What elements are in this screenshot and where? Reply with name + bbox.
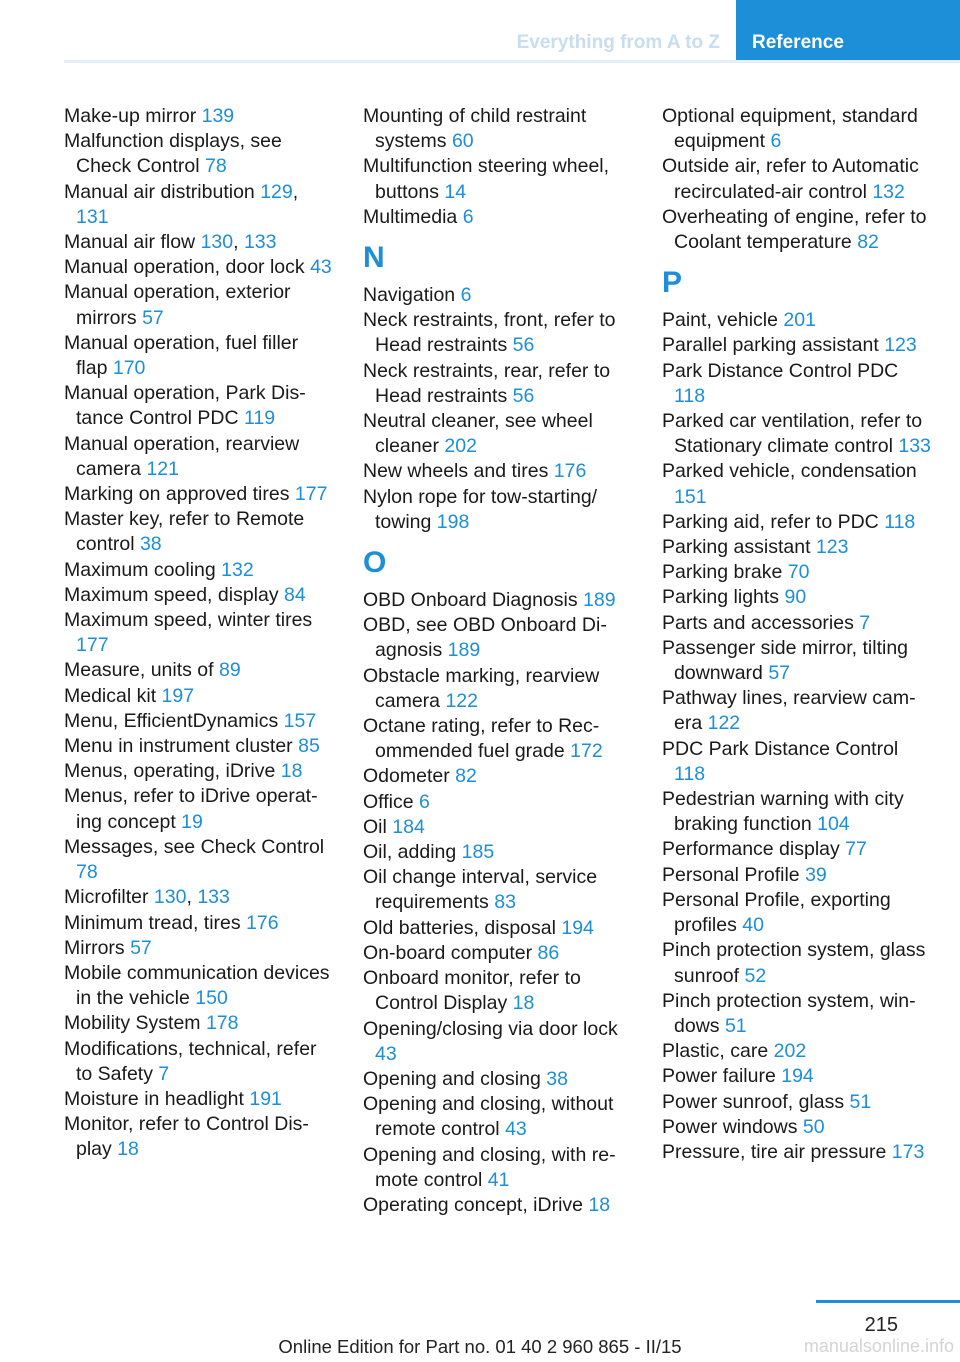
index-entry-term: Menu, EfficientDynamics — [64, 709, 284, 732]
index-entry — [64, 784, 334, 834]
page-link[interactable]: 191 — [249, 1087, 282, 1110]
index-entry-term: Pathway lines, rearview camera — [662, 687, 916, 735]
index-entry-term: Manual operation, Park Distance Control PDC — [64, 382, 306, 430]
index-entry-term: Passenger side mirror, tilting downward — [662, 636, 909, 685]
index-entry — [363, 966, 633, 1016]
index-entry — [662, 888, 932, 938]
reference-tab[interactable]: Reference — [736, 0, 960, 62]
index-entry-term: Odometer — [363, 765, 456, 788]
index-entry — [363, 865, 633, 915]
section-title: Everything from A to Z — [516, 32, 720, 53]
page-link[interactable]: 39 — [805, 863, 827, 886]
index-entry-term: Mobility System — [64, 1012, 206, 1035]
index-entry-term: Parked vehicle, condensation — [662, 460, 917, 483]
page-link[interactable]: 122 — [445, 689, 478, 712]
index-entry — [64, 1011, 334, 1036]
page-header — [0, 0, 960, 62]
index-entry-term: Outside air, refer to Automatic recirculated-air control — [662, 155, 919, 203]
index-entry — [64, 759, 334, 784]
page-link[interactable]: 7 — [158, 1062, 170, 1085]
index-letter-heading: N — [363, 241, 385, 275]
index-entry-term: Maximum cooling — [64, 558, 222, 581]
index-entry — [662, 1090, 932, 1115]
index-entry-term: Pedestrian warning with city braking function — [662, 788, 904, 836]
index-entry — [363, 588, 633, 613]
page-link[interactable]: 18 — [280, 760, 303, 783]
index-entry — [662, 535, 932, 560]
index-entry-term: Modifications, technical, refer to Safety — [64, 1037, 317, 1085]
index-entry-term: Plastic, care — [662, 1040, 774, 1063]
index-entry-term: Mobile communication devices in the vehicle — [64, 961, 330, 1010]
index-entry — [662, 1140, 932, 1165]
page-link[interactable]: 82 — [857, 231, 879, 254]
index-entry — [662, 333, 932, 358]
index-entry — [363, 154, 633, 204]
index-entry — [363, 359, 633, 409]
page-link[interactable]: 90 — [784, 586, 807, 609]
index-entry — [662, 1064, 932, 1089]
page-link[interactable]: 82 — [455, 765, 477, 788]
index-entry — [363, 283, 633, 308]
page-link[interactable]: 19 — [181, 810, 203, 833]
page-link[interactable]: 118 — [674, 384, 706, 407]
index-entry-term: OBD Onboard Diagnosis — [363, 589, 584, 612]
index-column-2 — [363, 104, 633, 1218]
page-link[interactable]: 118 — [674, 762, 706, 785]
index-entry-term: Parts and accessories — [662, 611, 860, 634]
index-entry — [662, 459, 932, 509]
page-link[interactable]: 176 — [553, 460, 587, 483]
index-entry-term: Pinch protection system, windows — [662, 989, 916, 1037]
index-entry: Microfilter 130, 133 — [64, 886, 230, 909]
index-entry-term: Medical kit — [64, 684, 162, 707]
index-entry-term: Power failure — [662, 1065, 782, 1088]
index-entry-term: Manual air distribution — [64, 180, 261, 203]
index-entry — [64, 961, 334, 1011]
index-entry-term: Multifunction steering wheel, buttons — [363, 155, 610, 203]
index-entry — [662, 308, 932, 333]
index-entry-term: Onboard monitor, refer to Control Display — [363, 967, 581, 1015]
page-link[interactable]: 57 — [768, 662, 791, 685]
page-link[interactable]: 202 — [773, 1040, 807, 1063]
page-link[interactable]: 184 — [392, 815, 425, 838]
index-entry-term: Parking lights — [662, 586, 785, 609]
index-entry — [64, 381, 334, 431]
page-link[interactable]: 60 — [451, 130, 474, 153]
page-link[interactable]: 18 — [117, 1138, 139, 1161]
index-entry-term: Menu in instrument cluster — [64, 735, 299, 758]
page-link[interactable]: 178 — [205, 1012, 239, 1035]
header-rule — [64, 60, 960, 63]
page-link[interactable]: 130 — [200, 231, 234, 254]
index-entry — [64, 658, 334, 683]
page-link[interactable]: 51 — [724, 1014, 747, 1037]
index-entry-term: Operating concept, iDrive — [363, 1193, 589, 1216]
index-entry-term: Overheating of engine, refer to Coolant temperature — [662, 205, 927, 254]
page-link[interactable]: 56 — [512, 334, 535, 357]
index-entry — [363, 1193, 633, 1218]
page-link[interactable]: 139 — [201, 105, 235, 127]
index-entry-term: Optional equipment, standard equipment — [662, 105, 918, 153]
page-link[interactable]: 150 — [195, 987, 228, 1010]
page-link[interactable]: 43 — [505, 1118, 527, 1141]
index-entry — [64, 432, 334, 482]
page-link[interactable]: 38 — [139, 533, 162, 556]
index-entry-term: Marking on approved tires — [64, 483, 295, 506]
index-entry-term: Minimum tread, tires — [64, 911, 247, 934]
index-entry — [662, 686, 932, 736]
page-link[interactable]: 132 — [221, 558, 254, 581]
page-link[interactable]: 131 — [76, 205, 109, 228]
index-entry — [662, 560, 932, 585]
index-entry-term: Nylon rope for tow-starting/ towing — [363, 485, 598, 533]
index-entry — [64, 911, 334, 936]
page-link[interactable]: 85 — [298, 735, 320, 758]
index-entry — [64, 936, 334, 961]
index-entry-term: Opening and closing — [363, 1067, 547, 1090]
index-entry-term: Oil — [363, 815, 393, 838]
index-entry-term: Old batteries, disposal — [363, 916, 562, 939]
page-link[interactable]: 41 — [487, 1168, 510, 1191]
page-link[interactable]: 177 — [294, 483, 328, 506]
index-entry-term: Obstacle marking, rearview camera — [363, 664, 600, 712]
index-entry-term: Parking assistant — [662, 536, 816, 559]
index-entry — [64, 583, 334, 608]
index-entry-term: Neck restraints, front, refer to Head restraints — [363, 309, 616, 357]
index-entry — [64, 255, 334, 280]
page-link[interactable]: 57 — [142, 306, 164, 329]
page-link[interactable]: 133 — [898, 435, 931, 458]
page-link[interactable]: 132 — [872, 180, 905, 203]
index-entry-term: Opening and closing, with remote control — [363, 1143, 616, 1191]
index-entry — [662, 787, 932, 837]
index-entry — [662, 863, 932, 888]
index-entry — [64, 1112, 334, 1162]
index-entry — [363, 1143, 633, 1193]
index-entry-term: Pressure, tire air pressure — [662, 1140, 892, 1163]
index-entry-term: Neutral cleaner, see wheel cleaner — [363, 410, 593, 458]
index-entry-term: Oil change interval, service requirements — [363, 866, 598, 914]
index-entry — [363, 459, 633, 484]
index-entry — [64, 280, 334, 330]
page-link[interactable]: 83 — [494, 891, 516, 914]
index-entry-term: On-board computer — [363, 941, 538, 964]
index-entry-term: Paint, vehicle — [662, 309, 784, 332]
index-entry — [363, 1092, 633, 1142]
index-entry — [662, 611, 932, 636]
watermark: manualsonline.info — [803, 1336, 954, 1356]
index-entry-term: New wheels and tires — [363, 460, 554, 483]
index-entry: Manual air flow 130, 133 — [64, 231, 277, 254]
page-link[interactable]: 176 — [246, 911, 279, 934]
index-entry — [662, 104, 932, 154]
page-link[interactable]: 18 — [512, 992, 535, 1015]
page-link[interactable]: 86 — [537, 941, 560, 964]
index-entry — [662, 938, 932, 988]
index-entry — [64, 835, 334, 885]
index-entry-term: Personal Profile, exporting profiles — [662, 888, 891, 937]
page-link[interactable]: 123 — [815, 536, 849, 559]
index-entry-term: Messages, see Check Control — [64, 835, 325, 858]
footer-rule — [816, 1300, 960, 1303]
index-entry-term: Performance display — [662, 838, 846, 861]
index-entry-term: Navigation — [363, 284, 461, 307]
page-footer — [0, 1300, 960, 1362]
page-link[interactable]: 197 — [161, 684, 195, 707]
page-link[interactable]: 189 — [447, 639, 481, 662]
index-entry-term: Parked car ventilation, refer to Stationary climate control — [662, 410, 923, 458]
page-link[interactable]: 194 — [561, 916, 594, 939]
index-entry — [363, 485, 633, 535]
page-link[interactable]: 43 — [375, 1042, 397, 1065]
index-entry — [363, 409, 633, 459]
index-entry — [64, 129, 334, 179]
index-entry — [64, 331, 334, 381]
page-link[interactable]: 7 — [859, 611, 871, 634]
page-link[interactable]: 18 — [588, 1193, 611, 1216]
page-link[interactable]: 123 — [884, 334, 917, 357]
index-entry-term: Neck restraints, rear, refer to Head restraints — [363, 359, 611, 407]
index-entry — [662, 409, 932, 459]
index-entry — [64, 709, 334, 734]
index-entry — [64, 507, 334, 557]
page-link[interactable]: 189 — [583, 589, 616, 612]
index-entry-term: Office — [363, 790, 419, 813]
page-link[interactable]: 84 — [284, 583, 306, 606]
page-link[interactable]: 121 — [146, 457, 179, 480]
index-entry — [363, 916, 633, 941]
index-entry — [363, 104, 633, 154]
page-link[interactable]: 77 — [845, 838, 867, 861]
index-entry — [363, 664, 633, 714]
index-entry — [662, 837, 932, 862]
page-link[interactable]: 177 — [76, 634, 109, 657]
index-entry — [363, 613, 633, 663]
edition-note: Online Edition for Part no. 01 40 2 960 865 - II/15 — [278, 1336, 682, 1357]
index-entry-term: Menus, refer to iDrive operating concept — [64, 785, 318, 833]
page-link[interactable]: 6 — [419, 790, 430, 813]
index-entry-term: Manual operation, exterior mirrors — [64, 281, 291, 329]
index-entry: Manual air distribution 129, 131 — [64, 180, 299, 228]
index-entry-term: Malfunction displays, see Check Control — [64, 130, 282, 178]
index-entry — [363, 790, 633, 815]
page-link[interactable]: 50 — [802, 1115, 825, 1138]
page-link[interactable]: 57 — [130, 936, 152, 959]
page-link[interactable]: 78 — [204, 155, 227, 178]
index-entry-term: Parking brake — [662, 561, 788, 584]
page-link[interactable]: 51 — [849, 1090, 872, 1113]
index-entry — [662, 154, 932, 204]
page-link[interactable]: 52 — [744, 964, 767, 987]
index-entry — [662, 989, 932, 1039]
index-entry — [363, 941, 633, 966]
index-entry — [662, 1039, 932, 1064]
index-letter-heading: P — [662, 266, 683, 300]
index-entry — [64, 684, 334, 709]
page-link[interactable]: 6 — [462, 205, 474, 228]
index-entry — [662, 205, 932, 255]
index-entry-term: Mirrors — [64, 936, 131, 959]
index-entry — [363, 764, 633, 789]
index-entry — [64, 1087, 334, 1112]
index-entry — [363, 1017, 633, 1067]
page-link[interactable]: 43 — [310, 256, 332, 279]
page-link[interactable]: 6 — [770, 130, 782, 153]
page-link[interactable]: 172 — [570, 740, 603, 763]
page-link[interactable]: 118 — [884, 510, 916, 533]
index-column-1 — [64, 104, 334, 1163]
index-entry-term: Maximum speed, winter tires — [64, 609, 313, 632]
page-link[interactable]: 194 — [781, 1065, 814, 1088]
index-entry-term: Parallel parking assistant — [662, 334, 885, 357]
index-entry-term: Oil, adding — [363, 841, 462, 864]
page-link[interactable]: 40 — [742, 914, 764, 937]
page-link[interactable]: 201 — [783, 309, 816, 332]
index-entry-term: Parking aid, refer to PDC — [662, 510, 885, 533]
index-entry — [363, 815, 633, 840]
page-link[interactable]: 130 — [153, 886, 187, 909]
index-entry-term: Power windows — [662, 1115, 803, 1138]
index-entry-term: OBD, see OBD Onboard Diagnosis — [363, 614, 607, 662]
index-entry-term: Mounting of child restraint systems — [363, 105, 587, 153]
index-entry — [662, 636, 932, 686]
page-link[interactable]: 104 — [817, 813, 850, 836]
page-link[interactable]: 78 — [76, 861, 98, 884]
index-entry-term: Personal Profile — [662, 863, 806, 886]
index-entry — [64, 104, 334, 129]
index-entry — [363, 714, 633, 764]
index-entry-term: Manual air flow — [64, 231, 201, 254]
page-link[interactable]: 133 — [197, 886, 230, 909]
page-link[interactable]: 133 — [243, 231, 277, 254]
index-entry-term: Manual operation, door lock — [64, 256, 311, 279]
index-entry-term: Opening/closing via door lock — [363, 1017, 618, 1040]
index-entry — [64, 608, 334, 658]
page-number: 215 — [864, 1314, 898, 1336]
index-entry-term: Make-up mirror — [64, 105, 202, 127]
index-entry — [64, 482, 334, 507]
index-entry — [662, 585, 932, 610]
page-link[interactable]: 173 — [891, 1140, 925, 1163]
page-link[interactable]: 14 — [444, 180, 467, 203]
index-entry — [662, 510, 932, 535]
index-entry-term: Opening and closing, without remote control — [363, 1093, 614, 1141]
index-entry — [363, 1067, 633, 1092]
index-entry-term: Master key, refer to Remote control — [64, 508, 305, 556]
page-link[interactable]: 129 — [260, 180, 293, 203]
index-entry — [363, 205, 633, 230]
page-link[interactable]: 70 — [787, 561, 810, 584]
index-letter-heading: O — [363, 546, 387, 580]
index-entry — [662, 1115, 932, 1140]
index-entry — [662, 359, 932, 409]
page-link[interactable]: 185 — [461, 841, 495, 864]
page-link[interactable]: 38 — [546, 1067, 568, 1090]
index-entry — [363, 308, 633, 358]
page-link[interactable]: 202 — [444, 435, 477, 458]
index-entry-term: Maximum speed, display — [64, 583, 285, 606]
index-entry-term: Moisture in headlight — [64, 1087, 250, 1110]
index-entry-term: Manual operation, rearview camera — [64, 432, 300, 480]
index-entry-term: Menus, operating, iDrive — [64, 760, 281, 783]
index-entry — [64, 734, 334, 759]
page-link[interactable]: 122 — [707, 712, 741, 735]
index-entry-term: Power sunroof, glass — [662, 1090, 850, 1113]
page-link[interactable]: 198 — [436, 510, 470, 533]
index-entry-term: Microfilter — [64, 886, 154, 909]
page-link[interactable]: 157 — [283, 709, 317, 732]
index-column-3 — [662, 104, 932, 1165]
index-entry — [662, 737, 932, 787]
index-entry-term: Multimedia — [363, 205, 463, 228]
index-entry-term: Octane rating, refer to Recommended fuel grade — [363, 715, 600, 763]
index-entry-term: Measure, units of — [64, 659, 219, 682]
index-entry — [363, 840, 633, 865]
page-link[interactable]: 151 — [674, 485, 707, 508]
index-entry — [64, 1037, 334, 1087]
page-link[interactable]: 170 — [112, 357, 146, 380]
index-entry-term: PDC Park Distance Control — [662, 737, 899, 760]
index-entry-term: Monitor, refer to Control Display — [64, 1113, 309, 1161]
index-entry-term: Manual operation, fuel filler flap — [64, 331, 299, 380]
index-entry-term: Pinch protection system, glass sunroof — [662, 939, 926, 987]
page-link[interactable]: 119 — [244, 407, 276, 430]
index-entry-term: Park Distance Control PDC — [662, 359, 899, 382]
page-link[interactable]: 89 — [219, 659, 241, 682]
page-link[interactable]: 56 — [512, 384, 535, 407]
page-link[interactable]: 6 — [460, 284, 472, 307]
index-entry — [64, 558, 334, 583]
